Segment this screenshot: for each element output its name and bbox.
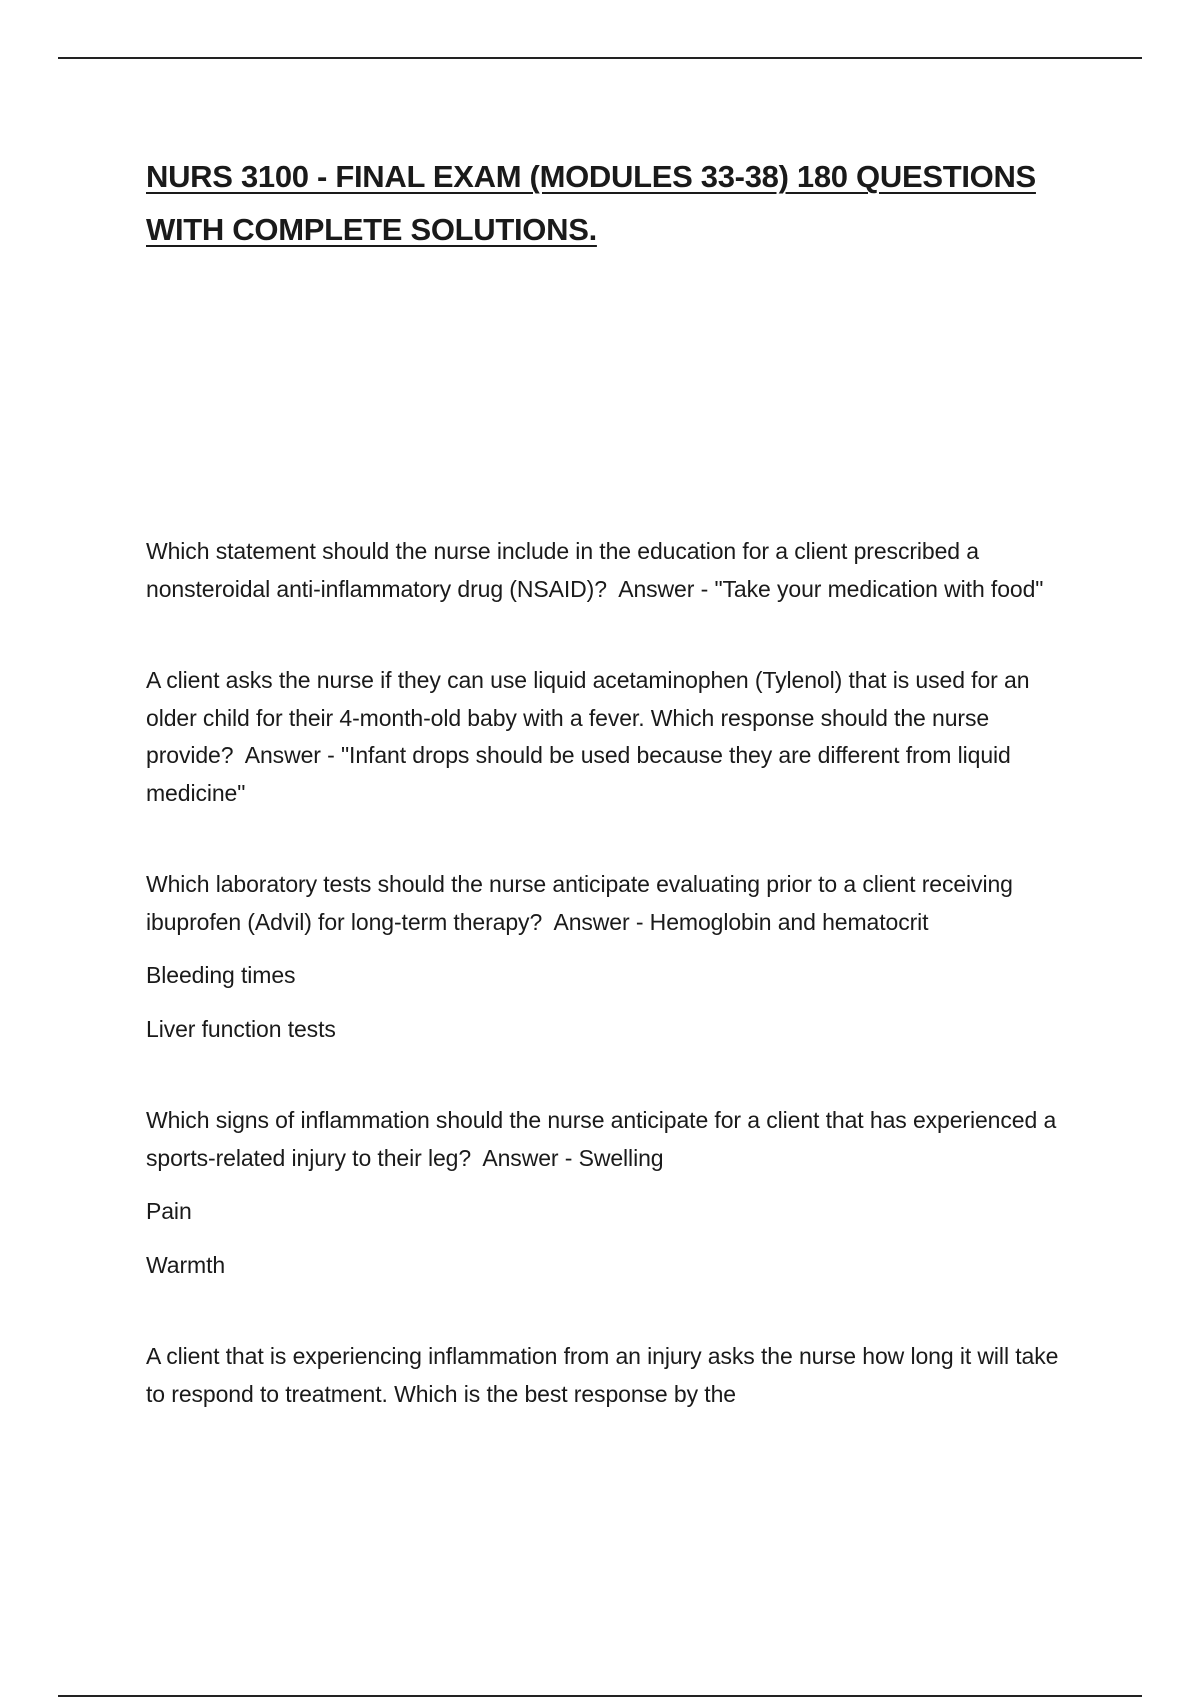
answer-text: Answer - "Take your medication with food" — [618, 575, 1044, 602]
answer-extra: Pain — [146, 1198, 192, 1224]
question-text: Which laboratory tests should the nurse anticipate evaluating prior to a client receiving ibuprofen (Advil) for long-term therapy? — [146, 871, 1013, 935]
qa-text — [146, 866, 1076, 941]
question-text: A client that is experiencing inflammation from an injury asks the nurse how long it will take to respond to treatment. Which is the best response by the — [146, 1343, 1059, 1407]
qa-list — [146, 533, 1076, 1467]
answer-text: Answer - Hemoglobin and hematocrit — [553, 908, 929, 935]
qa-text — [146, 1102, 1076, 1177]
bottom-rule — [58, 1695, 1142, 1697]
qa-item — [146, 1102, 1076, 1284]
qa-item — [146, 866, 1076, 1048]
answer-extra: Warmth — [146, 1251, 226, 1278]
qa-text — [146, 662, 1076, 812]
qa-item — [146, 533, 1076, 608]
question-text: Which statement should the nurse include in the education for a client prescribed a nonsteroidal anti-inflammatory drug (NSAID)? — [146, 538, 979, 602]
answer-text: Answer - Swelling — [482, 1144, 664, 1171]
question-text: A client asks the nurse if they can use liquid acetaminophen (Tylenol) that is used for an older child for their 4-month-old baby with a fever. Which response should the nurse provide? — [146, 667, 1030, 768]
qa-text — [146, 1338, 1076, 1413]
qa-item — [146, 1338, 1076, 1413]
qa-item — [146, 662, 1076, 812]
answer-extra: Bleeding times — [146, 962, 296, 988]
top-rule — [58, 57, 1142, 59]
answer-extra: Liver function tests — [146, 1015, 336, 1042]
answer-text: Answer - "Infant drops should be used because they are different from liquid medicine" — [146, 742, 1011, 806]
qa-text — [146, 533, 1076, 608]
question-text: Which signs of inflammation should the nurse anticipate for a client that has experienced a sports-related injury to their leg? — [146, 1107, 1057, 1171]
document-title: NURS 3100 - FINAL EXAM (MODULES 33-38) 180 QUESTIONS WITH COMPLETE SOLUTIONS. — [146, 159, 1036, 247]
